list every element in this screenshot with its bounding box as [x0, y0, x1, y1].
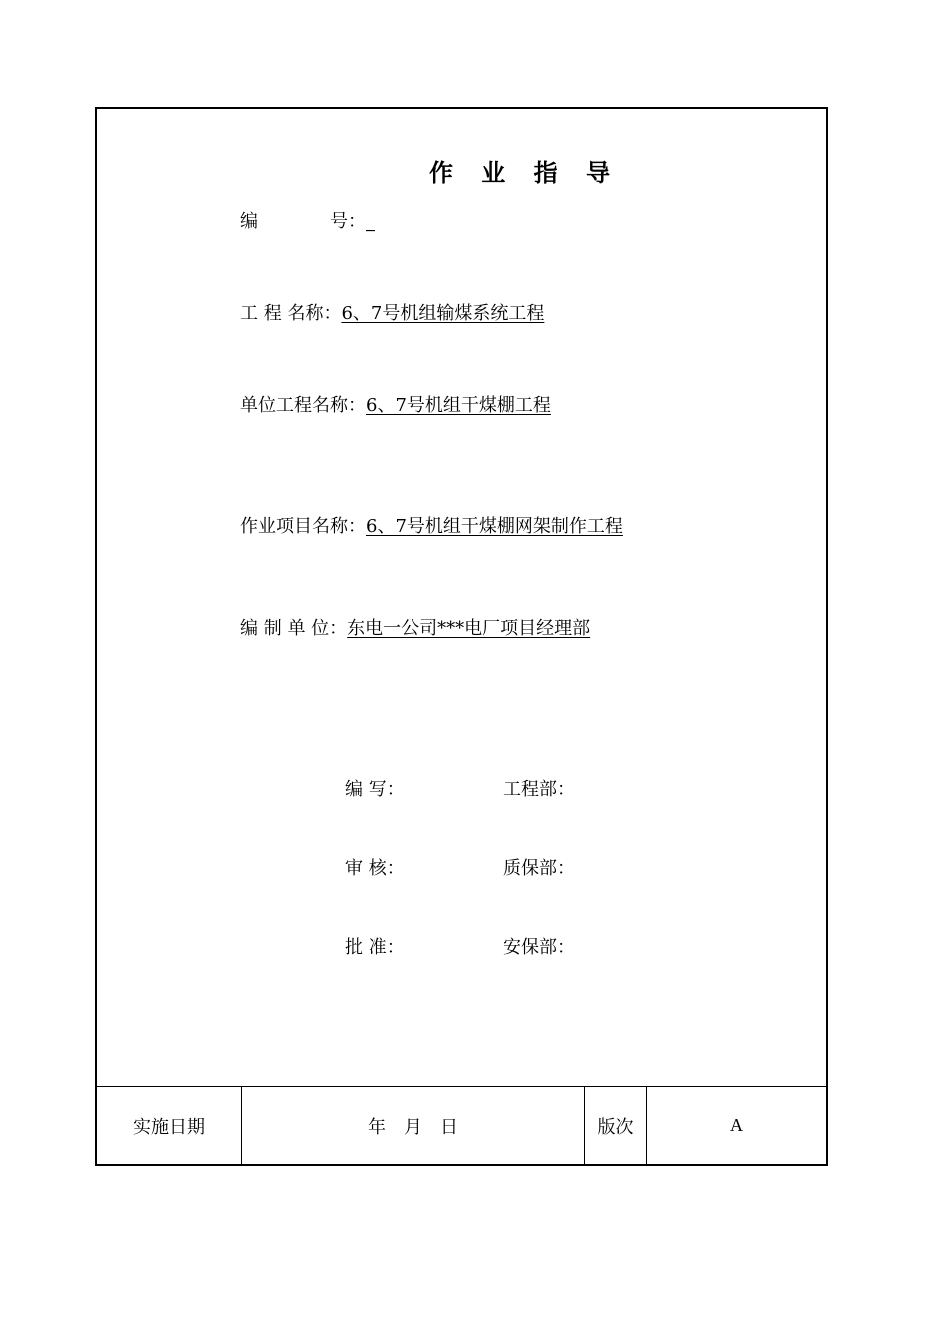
project-value: 6、7号机组输煤系统工程	[341, 303, 545, 324]
version-label: 版次	[585, 1087, 647, 1164]
version-value: A	[730, 1115, 743, 1135]
unit-project-label: 单位工程名称：	[240, 395, 366, 416]
unit-project-value: 6、7号机组干煤棚工程	[366, 395, 551, 416]
document-title: 作 业 指 导	[428, 159, 621, 187]
work-item-value: 6、7号机组干煤棚网架制作工程	[366, 516, 623, 537]
work-item-label: 作业项目名称：	[240, 516, 366, 537]
number-label: 编 号：	[240, 211, 366, 232]
safety-label: 安保部：	[503, 937, 575, 958]
approve-label: 批 准：	[345, 937, 405, 958]
unit-project-row	[240, 391, 551, 417]
compiler-unit-value: 东电一公司***电厂项目经理部	[347, 618, 591, 639]
number-row	[240, 207, 375, 233]
date-label: 实施日期	[97, 1087, 242, 1164]
compiler-unit-label: 编 制 单 位：	[240, 618, 348, 639]
compiler-unit-row	[240, 614, 590, 640]
document-frame	[95, 107, 828, 1166]
footer-table	[97, 1086, 826, 1164]
quality-label: 质保部：	[503, 858, 575, 879]
review-label: 审 核：	[345, 858, 405, 879]
work-item-row	[240, 512, 623, 538]
date-value: 年 月 日	[242, 1087, 585, 1164]
number-value: _	[366, 211, 375, 232]
project-row	[240, 299, 544, 325]
project-label: 工 程 名称：	[240, 303, 342, 324]
write-label: 编 写：	[345, 779, 405, 800]
engineering-label: 工程部：	[503, 779, 575, 800]
